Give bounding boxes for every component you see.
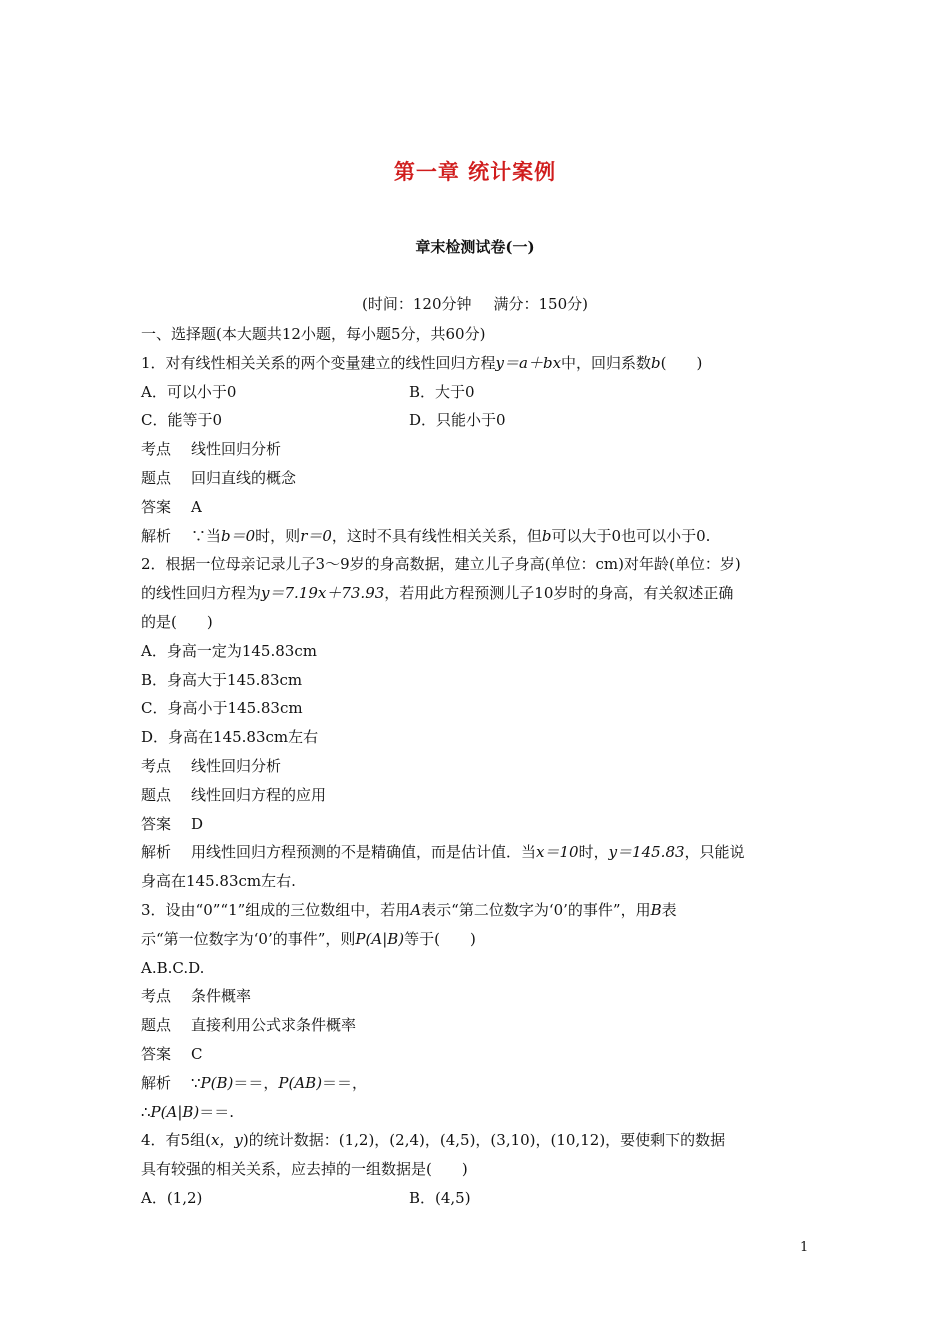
q4-option-a: A．(1,2) bbox=[141, 1188, 203, 1207]
q3-stem-line2: 示“第一位数字为‘0’的事件”，则P(A|B)等于( ) bbox=[141, 929, 476, 948]
q1-options-ab bbox=[141, 378, 813, 407]
q3-tidian: 题点 直接利用公式求条件概率 bbox=[141, 1016, 357, 1035]
q1-kaodian: 考点 线性回归分析 bbox=[141, 440, 282, 459]
full-score: 满分：150分) bbox=[493, 295, 588, 313]
q3-analysis-line2: ∴P(A|B)＝＝. bbox=[141, 1102, 235, 1121]
q3-options: A.B.C.D. bbox=[141, 958, 205, 977]
q3-analysis: 解析 ∵P(B)＝＝，P(AB)＝＝， bbox=[141, 1073, 368, 1092]
q2-option-c: C．身高小于145.83cm bbox=[141, 699, 303, 718]
q4-option-b: B．(4,5) bbox=[409, 1188, 471, 1207]
q1-options-cd bbox=[141, 406, 813, 435]
chapter-title: 第一章 统计案例 bbox=[393, 159, 557, 184]
q1-answer: 答案 A bbox=[141, 497, 202, 516]
page-number: 1 bbox=[800, 1240, 809, 1255]
q1-stem: 1．对有线性相关关系的两个变量建立的线性回归方程y＝a＋bx中，回归系数b( ) bbox=[141, 353, 703, 372]
q3-answer: 答案 C bbox=[141, 1044, 203, 1063]
q2-tidian: 题点 线性回归方程的应用 bbox=[141, 785, 327, 804]
q4-stem-line1: 4．有5组(x，y)的统计数据：(1,2)，(2,4)，(4,5)，(3,10)，(10,12)，要使剩下的数据 bbox=[141, 1131, 726, 1150]
q2-stem-line1: 2．根据一位母亲记录儿子3～9岁的身高数据，建立儿子身高(单位：cm)对年龄(单位：岁) bbox=[141, 555, 741, 574]
exam-meta bbox=[0, 293, 950, 314]
q2-stem-line2: 的线性回归方程为y＝7.19x＋73.93，若用此方程预测儿子10岁时的身高，有关叙述正确 bbox=[141, 584, 734, 603]
q4-stem-line2: 具有较强的相关关系，应去掉的一组数据是( ) bbox=[141, 1160, 468, 1179]
section-heading: 一、选择题(本大题共12小题，每小题5分，共60分) bbox=[141, 325, 486, 343]
q1-option-d: D．只能小于0 bbox=[409, 411, 506, 430]
q2-answer: 答案 D bbox=[141, 814, 204, 833]
q1-analysis: 解析 ∵当b＝0时，则r＝0，这时不具有线性相关关系，但b可以大于0也可以小于0. bbox=[141, 526, 711, 545]
q2-stem-line3: 的是( ) bbox=[141, 612, 213, 631]
q2-analysis-line2: 身高在145.83cm左右. bbox=[141, 872, 296, 891]
q2-option-d: D．身高在145.83cm左右 bbox=[141, 728, 319, 747]
time-limit: (时间：120分钟 bbox=[362, 295, 472, 313]
exam-subtitle: 章末检测试卷(一) bbox=[415, 238, 535, 256]
q2-kaodian: 考点 线性回归分析 bbox=[141, 756, 282, 775]
q3-stem-line1: 3．设由“0”“1”组成的三位数组中，若用A表示“第二位数字为‘0’的事件”，用B表 bbox=[141, 900, 677, 919]
q1-option-c: C．能等于0 bbox=[141, 411, 223, 430]
q4-options-ab bbox=[141, 1184, 813, 1213]
document-body bbox=[141, 320, 813, 1213]
q1-option-b: B．大于0 bbox=[409, 382, 475, 401]
q2-analysis: 解析 用线性回归方程预测的不是精确值，而是估计值．当x＝10时，y＝145.83，只能说 bbox=[141, 843, 745, 862]
q2-option-b: B．身高大于145.83cm bbox=[141, 670, 303, 689]
q1-option-a: A．可以小于0 bbox=[141, 382, 237, 401]
q3-kaodian: 考点 条件概率 bbox=[141, 987, 252, 1006]
q1-tidian: 题点 回归直线的概念 bbox=[141, 468, 297, 487]
q2-option-a: A．身高一定为145.83cm bbox=[141, 641, 317, 660]
